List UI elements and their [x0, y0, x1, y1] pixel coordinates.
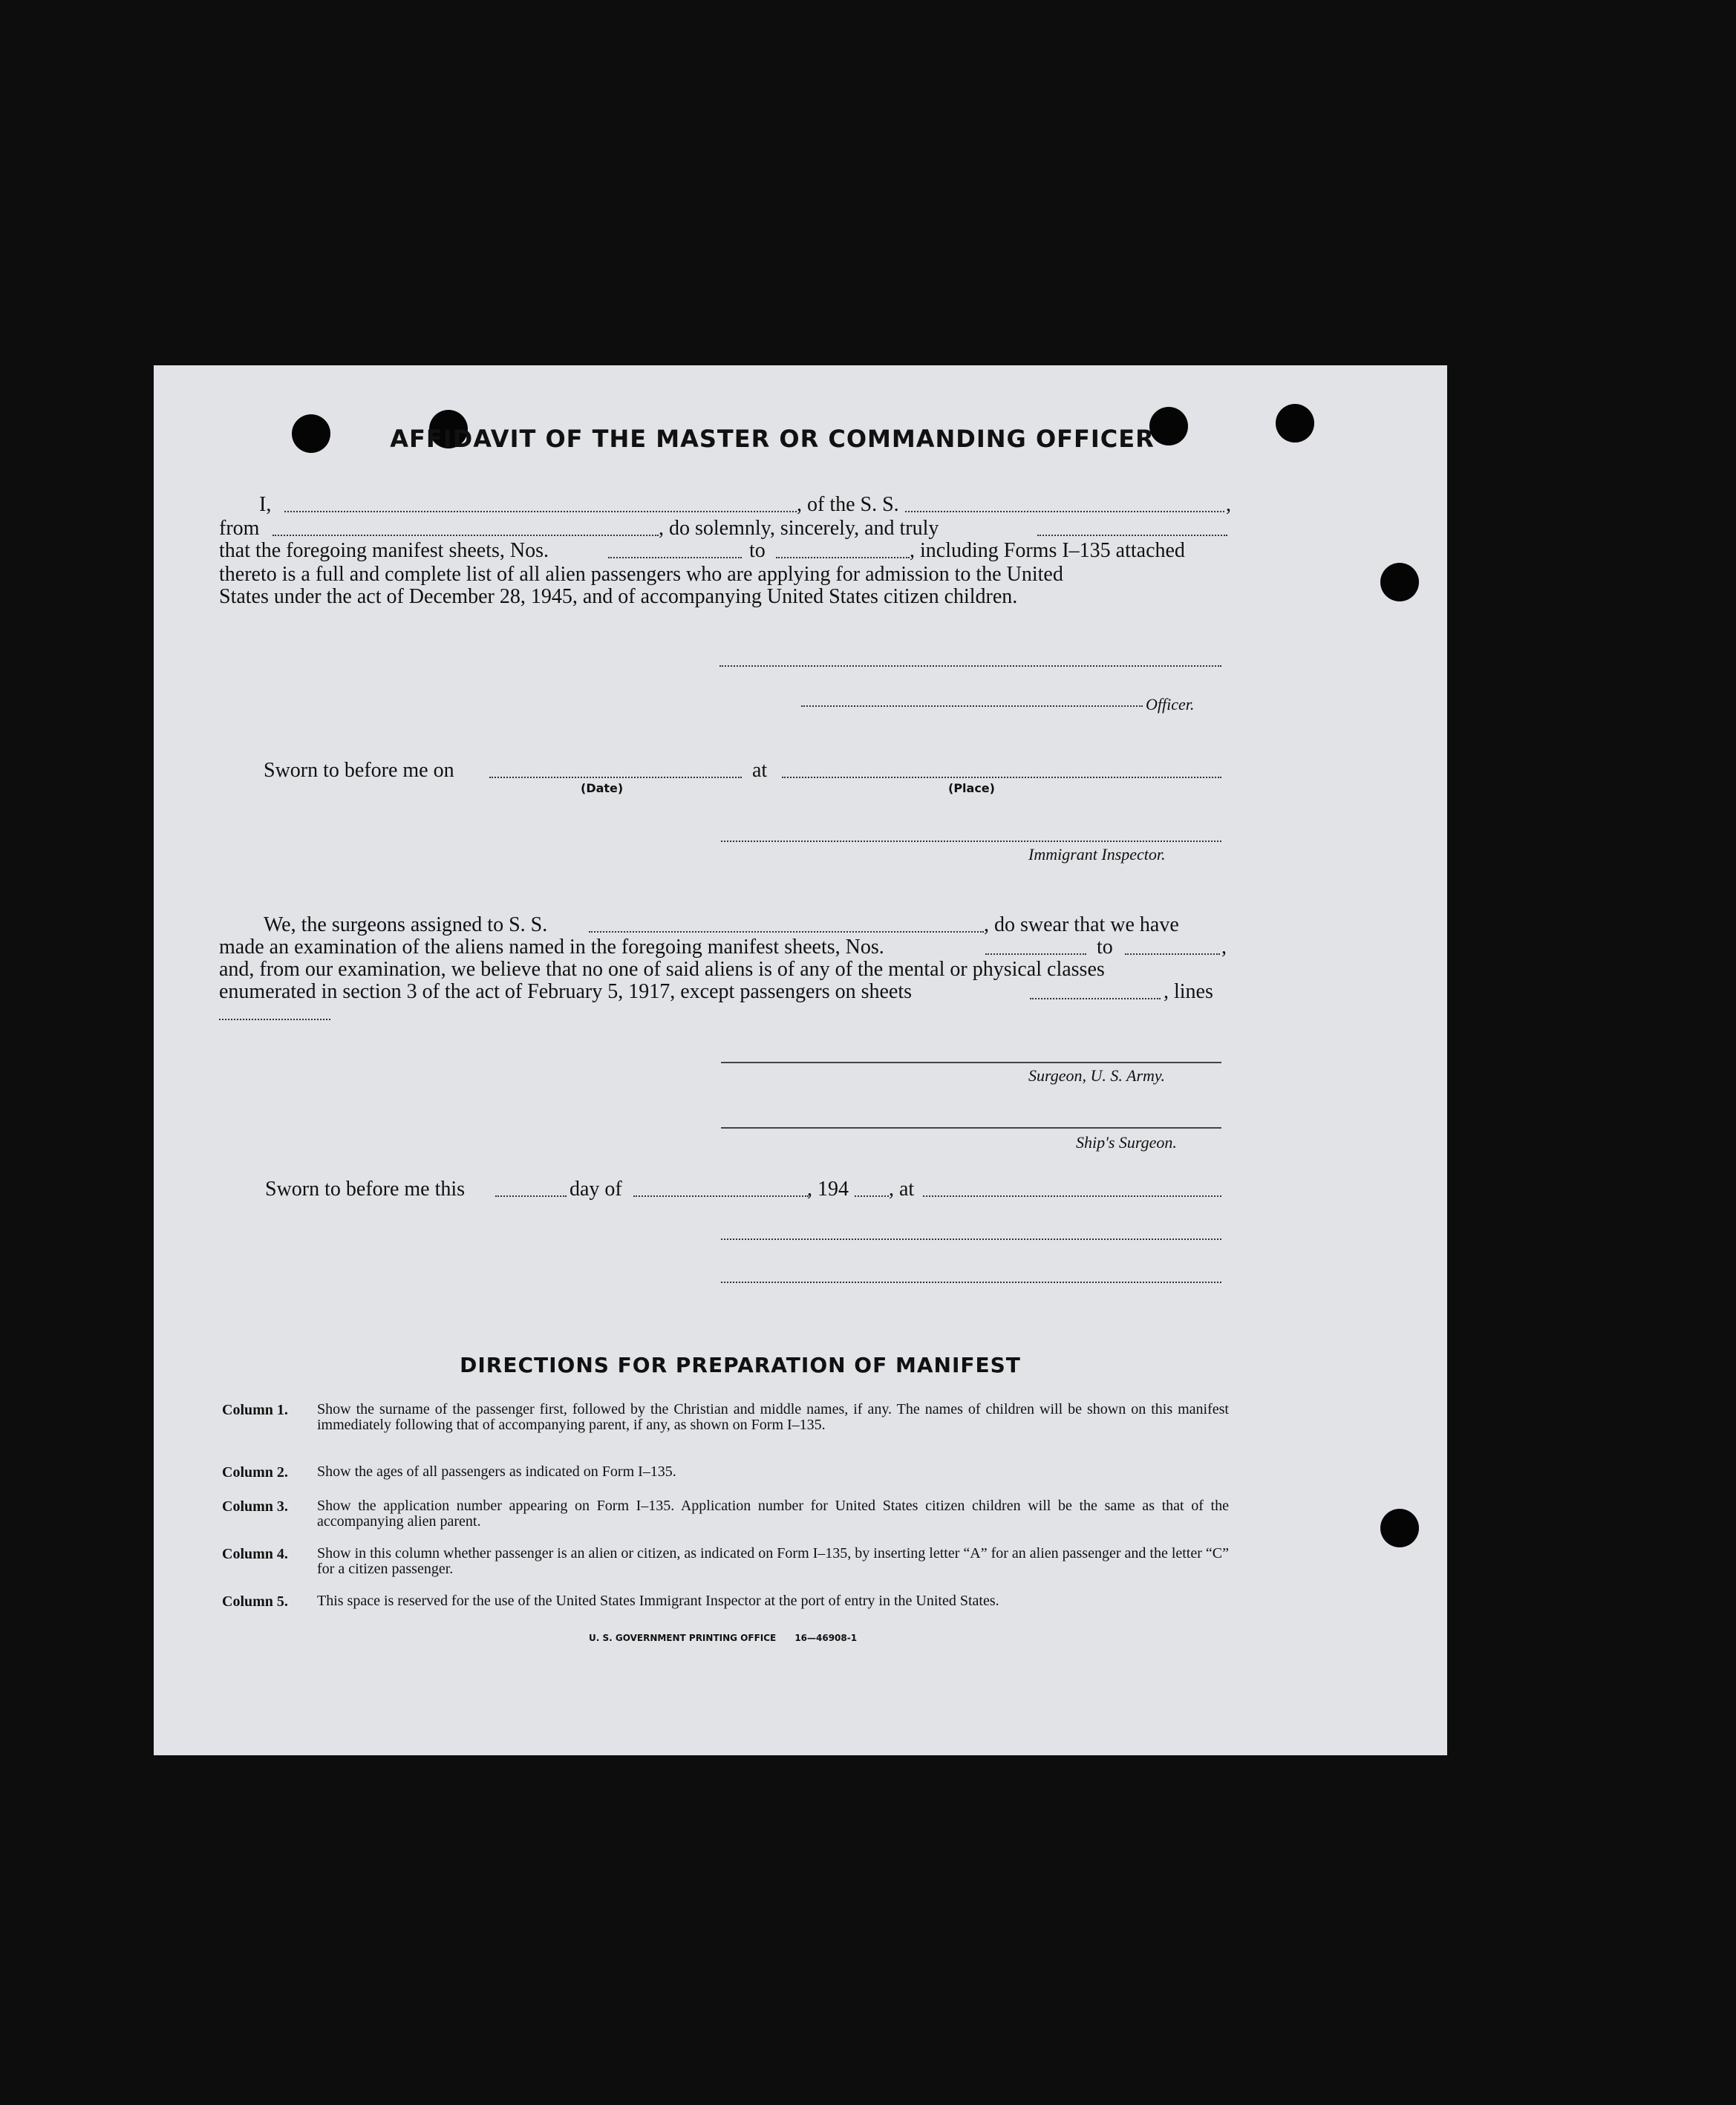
- ship-surgeon-label: Ship's Surgeon.: [1076, 1133, 1177, 1152]
- affidavit-line3-to: to: [749, 539, 766, 562]
- surgeons-ship-field[interactable]: [589, 931, 984, 933]
- comma: ,: [1221, 936, 1227, 959]
- column2-label: Column 2.: [222, 1464, 288, 1481]
- directions-title: DIRECTIONS FOR PREPARATION OF MANIFEST: [460, 1353, 1021, 1377]
- place-label: (Place): [948, 781, 995, 795]
- column2-text: Show the ages of all passengers as indicated on Form I–135.: [317, 1463, 676, 1480]
- printing-office-footer: [589, 1633, 857, 1643]
- surgeons-sheets-from-field[interactable]: [985, 953, 1086, 955]
- surgeons-line1-start: We, the surgeons assigned to S. S.: [264, 913, 548, 936]
- affidavit-line2-end: , do solemnly, sincerely, and truly: [659, 517, 939, 540]
- inspector-label: Immigrant Inspector.: [1028, 845, 1166, 864]
- comma: ,: [1226, 493, 1231, 516]
- except-sheets-field[interactable]: [1030, 998, 1161, 999]
- date-label: (Date): [581, 781, 624, 795]
- column1-text: Show the surname of the passenger first, followed by the Christian and middle names, if any. The names of children will be shown on this manifest immediately following that of accompanying parent, if any, as shown on Form I–135.: [317, 1401, 1229, 1433]
- punch-hole: [1276, 404, 1314, 443]
- sworn2-year-prefix: , 194: [807, 1178, 849, 1201]
- sworn2-at: , at: [889, 1178, 915, 1201]
- sheets-from-field[interactable]: [608, 557, 742, 558]
- surgeons-line4-end: , lines: [1164, 980, 1213, 1003]
- sworn-month-field[interactable]: [633, 1195, 809, 1197]
- sworn2-place-field[interactable]: [923, 1195, 1221, 1197]
- army-surgeon-label: Surgeon, U. S. Army.: [1028, 1066, 1165, 1085]
- from-port-field[interactable]: [273, 535, 659, 536]
- officer-field[interactable]: [801, 705, 1143, 707]
- column5-label: Column 5.: [222, 1593, 288, 1610]
- lines-field[interactable]: [219, 1019, 330, 1020]
- affidavit-line1-start: I,: [259, 493, 272, 516]
- punch-hole: [292, 414, 330, 453]
- affidavit-line2-start: from: [219, 517, 260, 540]
- punch-hole: [1380, 563, 1419, 601]
- affidavit-title: AFFIDAVIT OF THE MASTER OR COMMANDING OFFICER: [390, 425, 1155, 453]
- sworn2-prefix: Sworn to before me this: [265, 1178, 466, 1201]
- truly-field[interactable]: [1037, 535, 1227, 536]
- surgeons-line2-start: made an examination of the aliens named in the foregoing manifest sheets, Nos.: [219, 936, 884, 959]
- punch-hole: [1380, 1509, 1419, 1547]
- surgeons-line3: and, from our examination, we believe that no one of said aliens is of any of the mental or physical classes: [219, 958, 1105, 981]
- sworn2-dayof: day of: [570, 1178, 622, 1201]
- signature-field[interactable]: [719, 665, 1221, 667]
- form-number: 16—46908-1: [794, 1633, 858, 1643]
- surgeons-line2-to: to: [1097, 936, 1113, 959]
- sworn-place-field[interactable]: [782, 777, 1221, 778]
- sworn-year-field[interactable]: [855, 1195, 889, 1197]
- form-page: [154, 365, 1447, 1755]
- sworn-date-field[interactable]: [489, 777, 742, 778]
- sworn2-signature-field[interactable]: [721, 1238, 1221, 1240]
- column3-text: Show the application number appearing on Form I–135. Application number for United States citizen children will be the same as that of the accompanying alien parent.: [317, 1498, 1229, 1530]
- sworn1-at: at: [752, 759, 768, 782]
- master-name-field[interactable]: [284, 511, 797, 512]
- affidavit-line3-start: that the foregoing manifest sheets, Nos.: [219, 539, 549, 562]
- officer-label: Officer.: [1146, 695, 1195, 714]
- army-surgeon-signature-field[interactable]: [721, 1062, 1221, 1063]
- affidavit-line5: States under the act of December 28, 1945, and of accompanying United States citizen children.: [219, 585, 1018, 608]
- column4-text: Show in this column whether passenger is an alien or citizen, as indicated on Form I–135, by inserting letter “A” for an alien passenger and the letter “C” for a citizen passenger.: [317, 1545, 1229, 1577]
- sworn1-prefix: Sworn to before me on: [264, 759, 454, 782]
- column1-label: Column 1.: [222, 1402, 288, 1418]
- sworn-day-field[interactable]: [495, 1195, 567, 1197]
- surgeons-line4-start: enumerated in section 3 of the act of February 5, 1917, except passengers on sheets: [219, 980, 913, 1003]
- column4-label: Column 4.: [222, 1546, 288, 1562]
- column3-label: Column 3.: [222, 1498, 288, 1515]
- column5-text: This space is reserved for the use of the United States Immigrant Inspector at the port of entry in the United States.: [317, 1593, 999, 1609]
- surgeons-sheets-to-field[interactable]: [1125, 953, 1220, 955]
- affidavit-line4: thereto is a full and complete list of all alien passengers who are applying for admission to the United: [219, 563, 1063, 586]
- inspector-signature-field[interactable]: [721, 841, 1221, 842]
- sworn2-title-field[interactable]: [721, 1282, 1221, 1283]
- sheets-to-field[interactable]: [776, 557, 910, 558]
- surgeons-line1-end: , do swear that we have: [984, 913, 1179, 936]
- ship-name-field[interactable]: [905, 511, 1224, 512]
- affidavit-line1-mid: , of the S. S.: [797, 493, 899, 516]
- ship-surgeon-signature-field[interactable]: [721, 1127, 1221, 1129]
- printer-name: U. S. GOVERNMENT PRINTING OFFICE: [589, 1633, 777, 1643]
- affidavit-line3-end: , including Forms I–135 attached: [910, 539, 1185, 562]
